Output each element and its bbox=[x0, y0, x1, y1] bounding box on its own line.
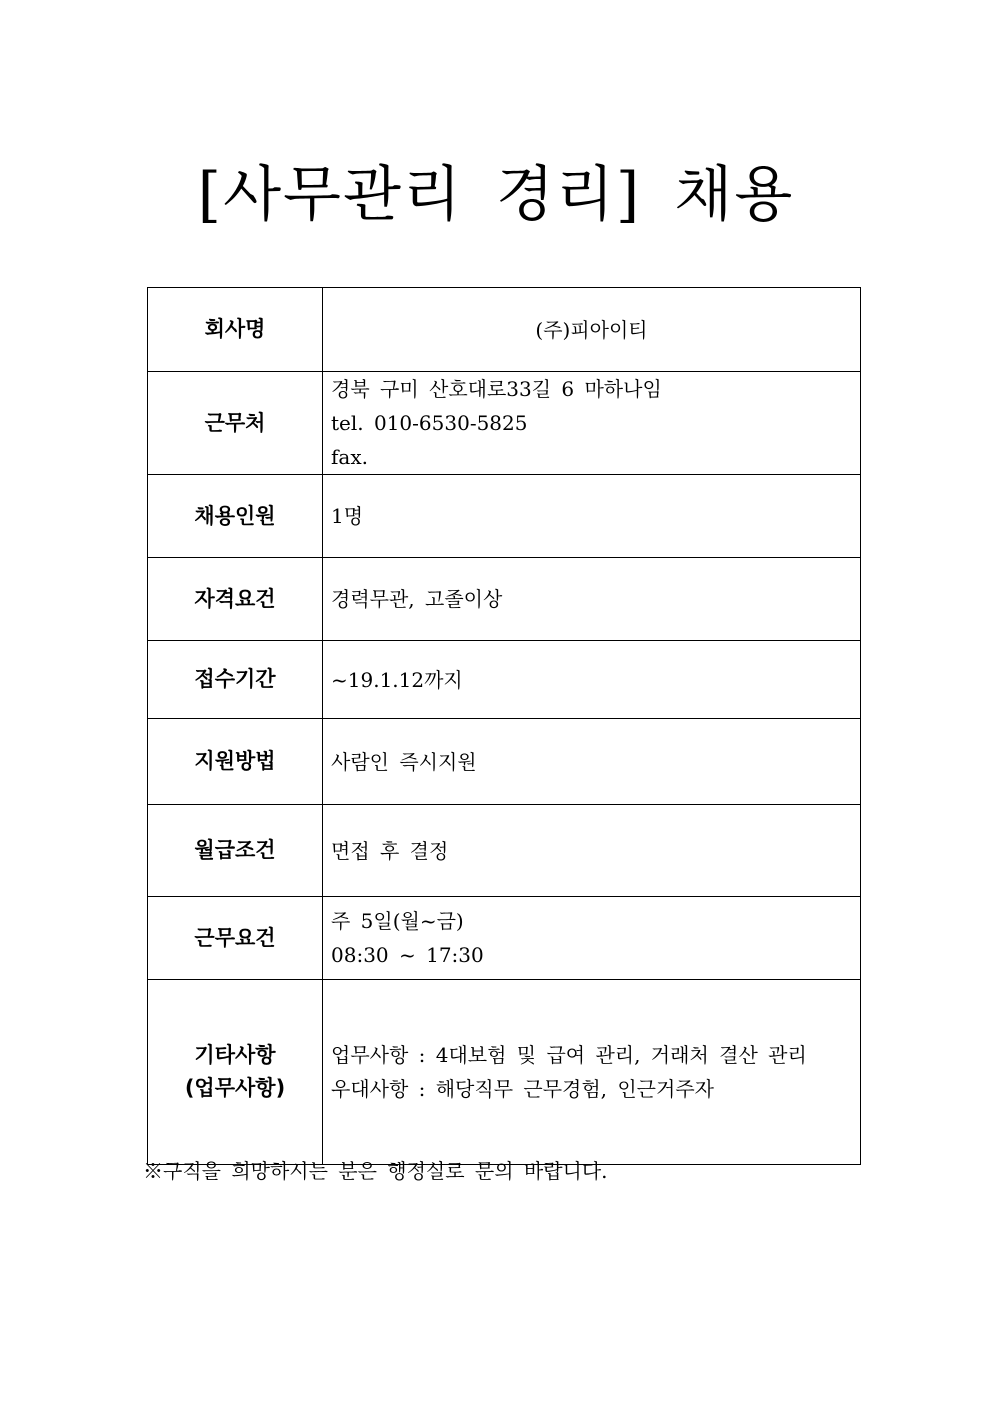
application-method-text: 사람인 즉시지원 bbox=[331, 749, 477, 774]
table-row-workplace bbox=[148, 372, 861, 475]
table-row-work-conditions bbox=[148, 897, 861, 980]
headcount-text: 1명 bbox=[331, 504, 364, 528]
workplace-fax: fax. bbox=[331, 445, 368, 469]
company-name: (주)피아이티 bbox=[535, 317, 648, 342]
company-value bbox=[323, 288, 861, 372]
job-info-table bbox=[147, 287, 861, 1165]
application-method-value bbox=[323, 719, 861, 805]
application-period-label: 접수기간 bbox=[148, 641, 323, 719]
preferences-text: 우대사항 : 해당직무 근무경험, 인근거주자 bbox=[331, 1077, 714, 1101]
workplace-label: 근무처 bbox=[148, 372, 323, 475]
work-conditions-value bbox=[323, 897, 861, 980]
other-label-main: 기타사항 bbox=[194, 1043, 276, 1067]
application-period-value bbox=[323, 641, 861, 719]
company-label: 회사명 bbox=[148, 288, 323, 372]
workplace-address: 경북 구미 산호대로33길 6 마하나임 bbox=[331, 377, 662, 401]
work-days: 주 5일(월~금) bbox=[331, 909, 464, 933]
footnote: ※구직을 희망하시는 분은 행정실로 문의 바랍니다. bbox=[143, 1159, 608, 1183]
application-period-text: ~19.1.12까지 bbox=[331, 667, 463, 692]
other-value bbox=[323, 980, 861, 1165]
qualification-label: 자격요건 bbox=[148, 558, 323, 641]
qualification-text: 경력무관, 고졸이상 bbox=[331, 587, 503, 611]
salary-value bbox=[323, 805, 861, 897]
work-hours: 08:30 ~ 17:30 bbox=[331, 943, 484, 967]
salary-text: 면접 후 결정 bbox=[331, 838, 449, 863]
headcount-label: 채용인원 bbox=[148, 475, 323, 558]
table-row-headcount bbox=[148, 475, 861, 558]
qualification-value bbox=[323, 558, 861, 641]
table-row-company bbox=[148, 288, 861, 372]
salary-label: 월급조건 bbox=[148, 805, 323, 897]
duties-text: 업무사항 : 4대보험 및 급여 관리, 거래처 결산 관리 bbox=[331, 1043, 807, 1067]
table-row-other bbox=[148, 980, 861, 1165]
table-row-qualification bbox=[148, 558, 861, 641]
table-row-salary bbox=[148, 805, 861, 897]
page-title: [사무관리 경리] 채용 bbox=[197, 160, 795, 230]
workplace-value bbox=[323, 372, 861, 475]
workplace-tel: tel. 010-6530-5825 bbox=[331, 411, 528, 435]
other-label-sub: (업무사항) bbox=[184, 1076, 286, 1100]
work-conditions-label: 근무요건 bbox=[148, 897, 323, 980]
table-row-application-method bbox=[148, 719, 861, 805]
table-row-application-period bbox=[148, 641, 861, 719]
other-label bbox=[148, 980, 323, 1165]
headcount-value bbox=[323, 475, 861, 558]
application-method-label: 지원방법 bbox=[148, 719, 323, 805]
